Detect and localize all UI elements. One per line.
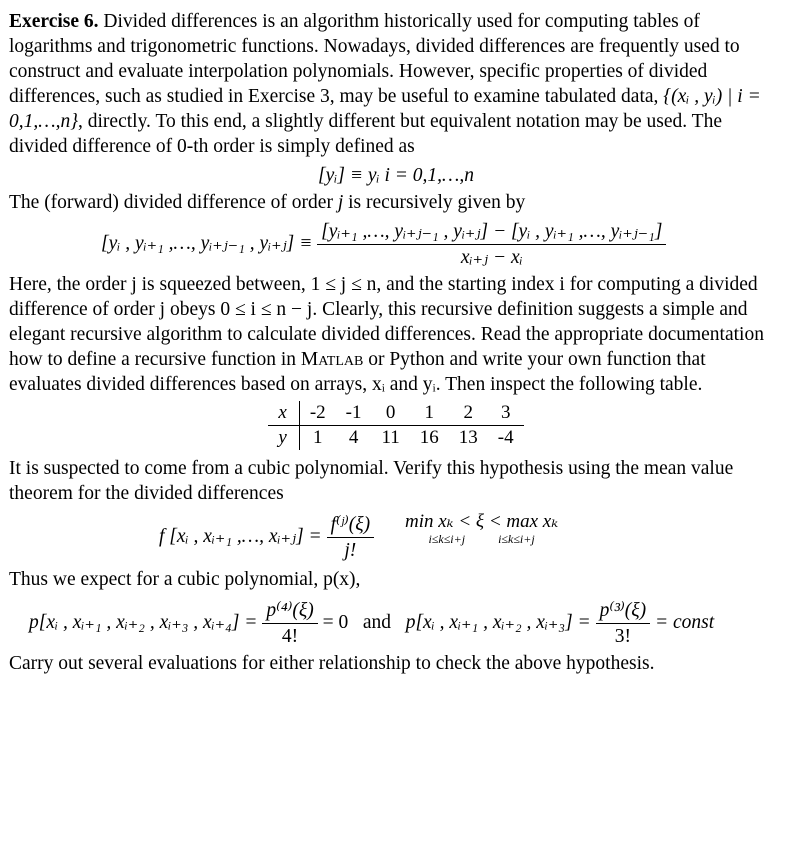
equation-fourth-order-lhs: p[xᵢ , xᵢ₊₁ , xᵢ₊₂ , xᵢ₊₃ , xᵢ₊₄] = <box>29 611 258 633</box>
paragraph-intro <box>9 9 783 159</box>
table-row-y <box>268 426 523 451</box>
recursive-text-a: The (forward) divided difference of order <box>9 192 333 213</box>
equation-mean-value-numerator: f⁽ʲ⁾(ξ) <box>327 512 375 538</box>
paragraph-recursive <box>9 190 783 215</box>
paragraph-cubic <box>9 567 783 592</box>
equation-fourth-order-fraction <box>262 598 317 649</box>
table-cell: 1 <box>312 427 323 448</box>
matlab-name: Matlab <box>300 349 364 370</box>
intro-text-b: , directly. To this end, a slightly different but equivalent notation may be used. The divided difference of 0-th order is simply defined as <box>9 111 723 157</box>
max-subscript: i≤k≤i+j <box>498 532 535 546</box>
table-header-y: y <box>268 426 299 451</box>
equation-recursive-fraction <box>317 219 666 270</box>
equation-third-order-fraction <box>596 598 651 649</box>
table-cell: 1 <box>410 401 449 426</box>
table-cell: 2 <box>449 401 488 426</box>
hypothesis-text: It is suspected to come from a cubic polynomial. Verify this hypothesis using the mean value theorem for the divided differences <box>9 458 734 504</box>
table-cell: -1 <box>336 401 372 426</box>
equation-fourth-order-rhs: = 0 <box>322 611 349 633</box>
conclusion-text: Carry out several evaluations for either relationship to check the above hypothesis. <box>9 653 655 674</box>
order-text-b: or Python and write your own function that evaluates divided differences based on arrays, xᵢ and yᵢ. Then inspect the following table. <box>9 349 706 395</box>
equation-mean-value-fraction <box>327 512 375 563</box>
paragraph-order <box>9 272 783 397</box>
equation-third-order-rhs: = const <box>654 611 715 633</box>
equation-zeroth-order <box>9 163 783 188</box>
intro-text-a: Divided differences is an algorithm historically used for computing tables of logarithms and trigonometric functions. Nowadays, divided differences are frequently used to construct and evaluate interpolation polynomials. However, specific properties of divided differences, such as studied in Exercise 3, may be useful to examine tabulated data, <box>9 11 740 107</box>
equation-fourth-order-denominator: 4! <box>281 626 299 647</box>
equation-and: and <box>362 611 392 633</box>
recursive-text-b: is recursively given by <box>348 192 526 213</box>
table-cell: 3 <box>488 401 524 426</box>
table-row-x <box>268 401 523 426</box>
table-cell: 0 <box>371 401 409 426</box>
table-cell: 13 <box>458 427 478 448</box>
table-cell: 16 <box>419 427 439 448</box>
equation-zeroth-order-text: [yᵢ] ≡ yᵢ i = 0,1,…,n <box>318 165 474 186</box>
equation-fourth-order-numerator: p⁽⁴⁾(ξ) <box>262 598 317 624</box>
equation-mean-value-denominator: j! <box>344 540 357 561</box>
cubic-text: Thus we expect for a cubic polynomial, p(x), <box>9 569 361 590</box>
table-cell: 11 <box>381 427 400 448</box>
equation-mean-value <box>9 512 783 563</box>
exercise-title: Exercise 6. <box>9 11 99 32</box>
table-cell: -2 <box>299 401 335 426</box>
equation-cubic-check <box>9 598 783 649</box>
data-set-notation: {(xᵢ , yᵢ) | i = 0,1,…,n} <box>9 86 761 132</box>
order-text: Here, the order j is squeezed between, 1 ≤ j ≤ n, and the starting index i for computing a divided difference of order j obeys 0 ≤ i ≤ n − j. Clearly, this recursive definition suggests a simple and elegant recursive algorithm to calculate divided differences. Read the appropriate documentation how to define a recursive function in <box>9 274 764 370</box>
paragraph-hypothesis <box>9 456 783 506</box>
equation-mean-value-bounds <box>405 512 558 546</box>
equation-bounds-subscript <box>405 532 558 546</box>
equation-third-order-denominator: 3! <box>614 626 631 647</box>
equation-recursive-numerator: [yᵢ₊₁ ,…, yᵢ₊ⱼ₋₁ , yᵢ₊ⱼ] − [yᵢ , yᵢ₊₁ ,…, yᵢ₊ⱼ₋₁] <box>317 219 666 245</box>
equation-bounds-text: min xₖ < ξ < max xₖ <box>405 511 559 532</box>
equation-recursive-denominator: xᵢ₊ⱼ − xᵢ <box>460 247 523 268</box>
paragraph-conclusion <box>9 651 783 676</box>
equation-recursive-lhs: [yᵢ , yᵢ₊₁ ,…, yᵢ₊ⱼ₋₁ , yᵢ₊ⱼ] ≡ <box>101 232 313 254</box>
min-subscript: i≤k≤i+j <box>428 532 466 546</box>
table-cell: 4 <box>348 427 359 448</box>
equation-mean-value-lhs: f [xᵢ , xᵢ₊₁ ,…, xᵢ₊ⱼ] = <box>159 525 322 547</box>
data-table <box>268 401 523 450</box>
table-cell: -4 <box>497 427 514 448</box>
equation-third-order-numerator: p⁽³⁾(ξ) <box>596 598 651 624</box>
equation-third-order-lhs: p[xᵢ , xᵢ₊₁ , xᵢ₊₂ , xᵢ₊₃] = <box>405 611 591 633</box>
data-table-wrapper <box>9 401 783 450</box>
table-header-x: x <box>268 401 299 426</box>
order-j: j <box>337 192 344 213</box>
equation-recursive <box>9 219 783 270</box>
